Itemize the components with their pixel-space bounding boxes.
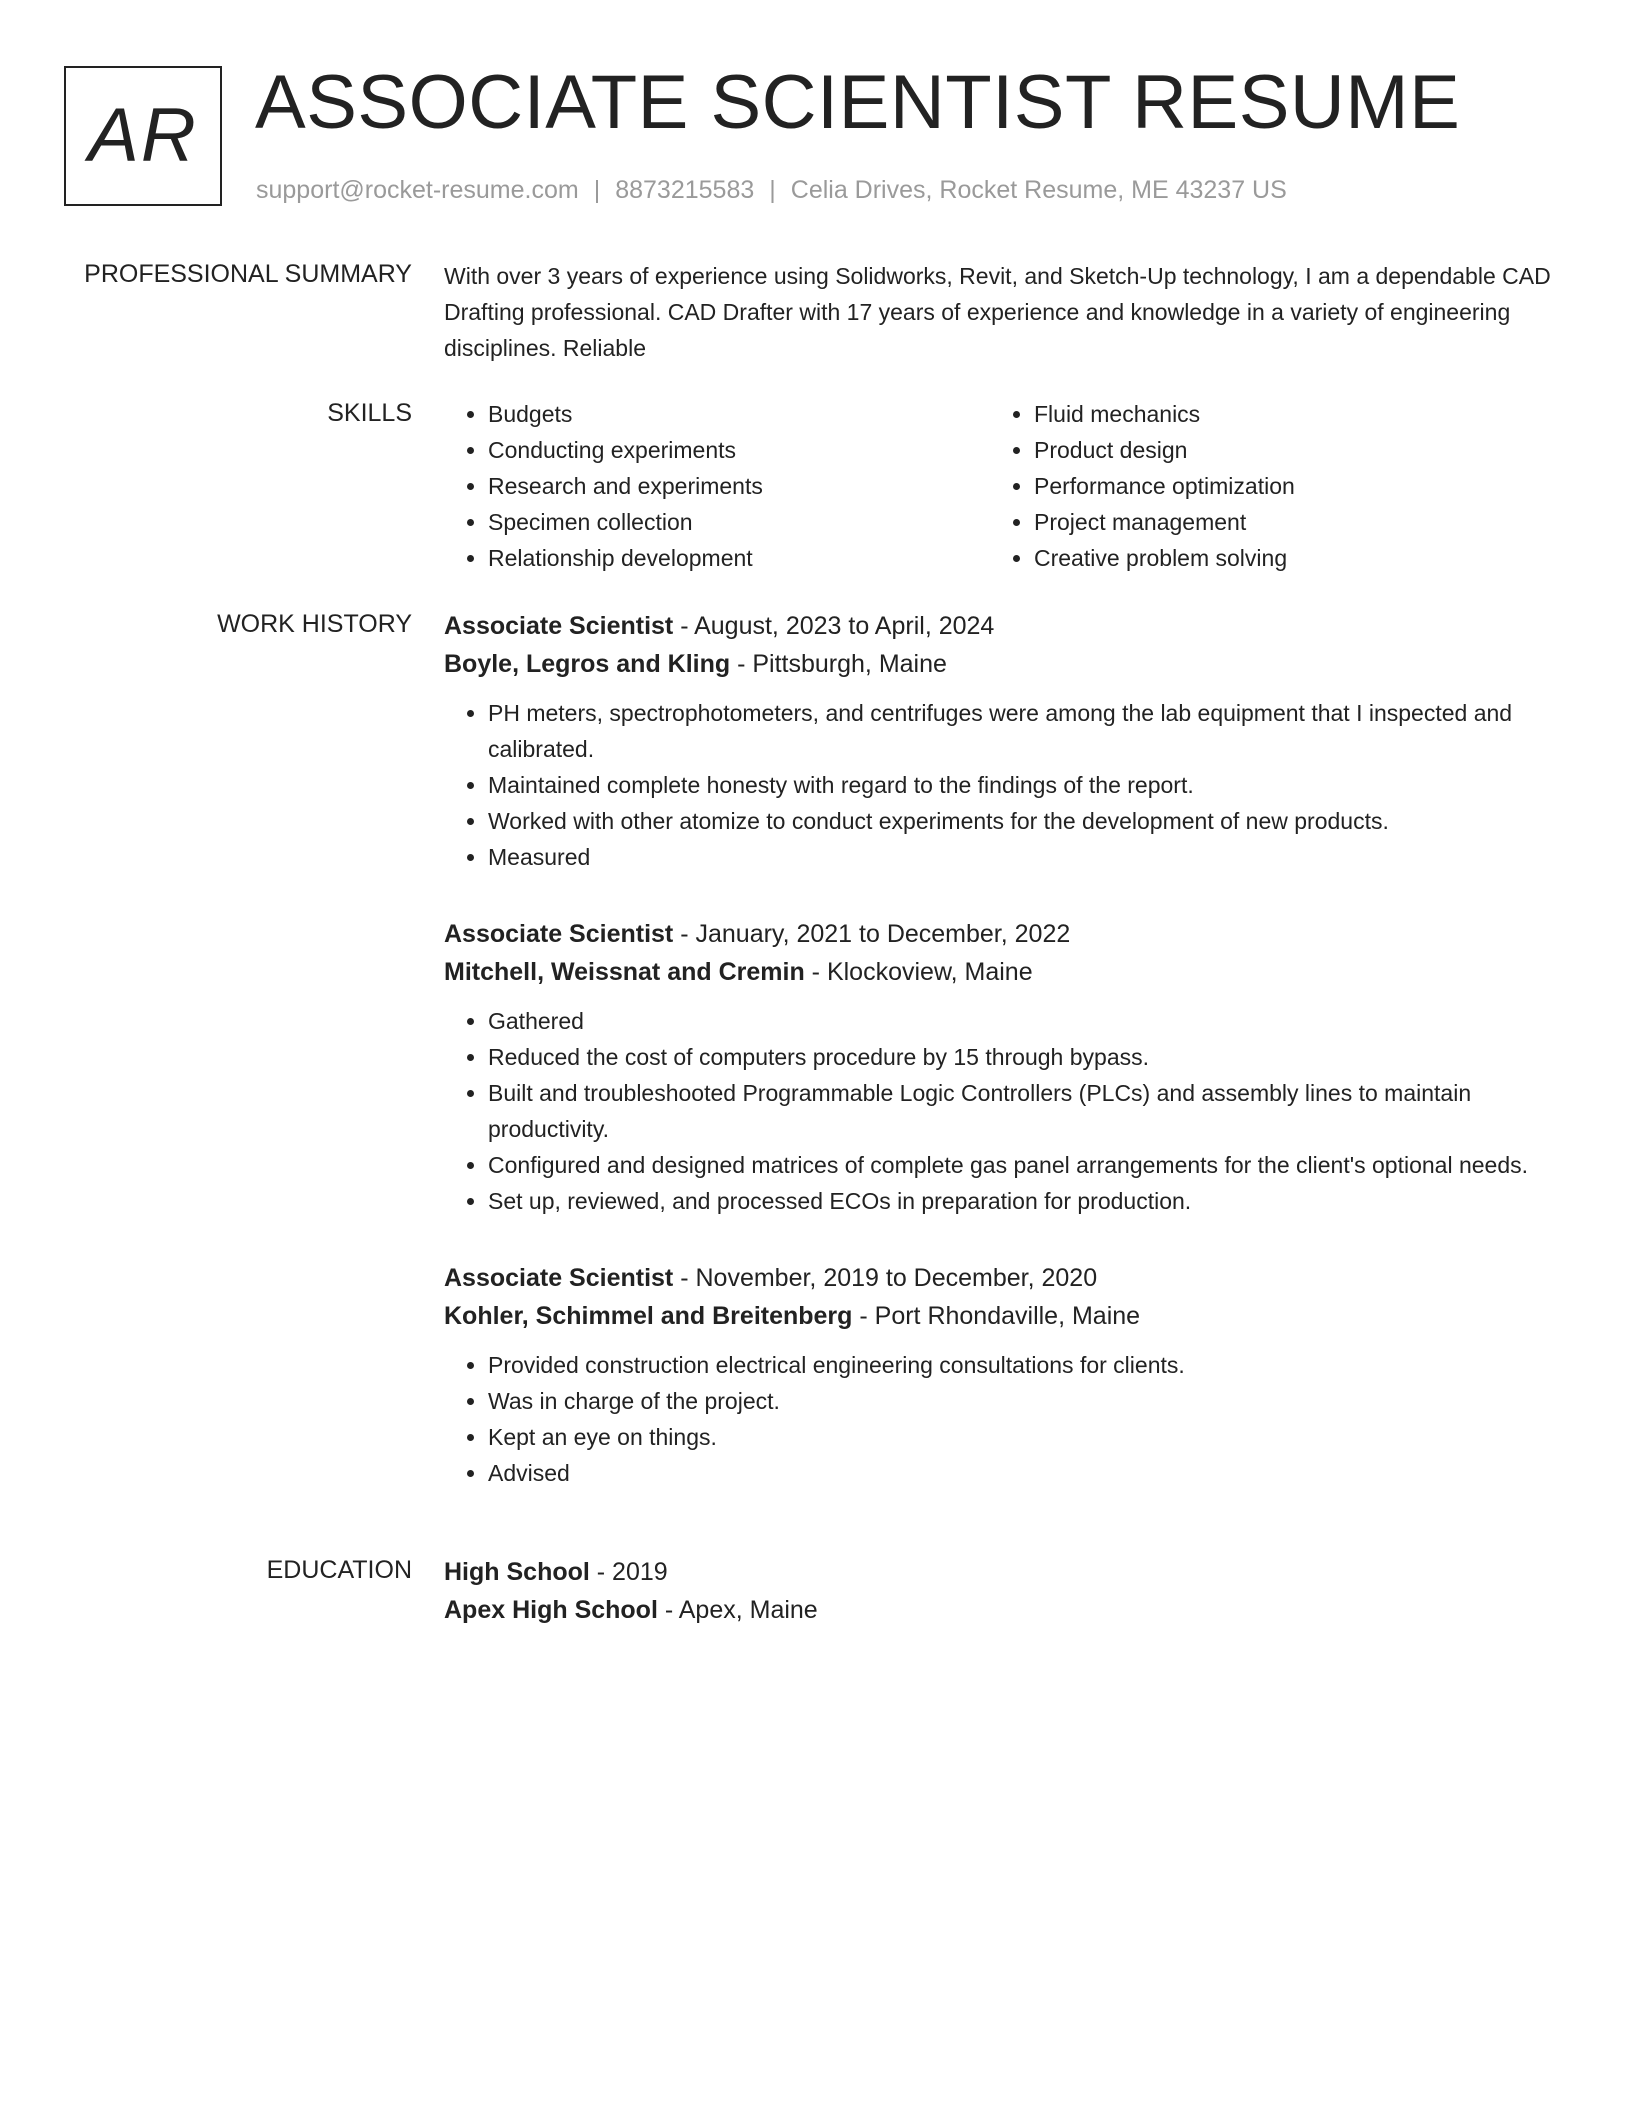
job-dates: - August, 2023 to April, 2024 xyxy=(673,612,995,640)
skill-item: • Performance optimization xyxy=(1034,468,1536,504)
job-bullet: • Configured and designed matrices of complete gas panel arrangements for the client's optional needs. xyxy=(488,1147,1564,1183)
contact-phone[interactable]: 8873215583 xyxy=(615,176,755,204)
job-entry xyxy=(444,1259,1564,1491)
job-bullets xyxy=(444,1003,1564,1219)
job-title: Associate Scientist xyxy=(444,612,674,640)
job-entry xyxy=(444,915,1564,1219)
skills-list-right xyxy=(990,396,1536,576)
job-title: Associate Scientist xyxy=(444,920,674,948)
job-bullet: • Provided construction electrical engineering consultations for clients. xyxy=(488,1347,1564,1383)
job-location: - Port Rhondaville, Maine xyxy=(852,1302,1141,1330)
summary-body xyxy=(444,258,1564,366)
job-company: Boyle, Legros and Kling xyxy=(444,650,731,678)
education-degree-line xyxy=(444,1553,1564,1591)
education-school-line xyxy=(444,1591,1564,1629)
section-label-work-history: WORK HISTORY xyxy=(217,610,412,638)
skill-item: • Budgets xyxy=(488,396,990,432)
job-dates: - November, 2019 to December, 2020 xyxy=(673,1264,1098,1292)
job-company-line xyxy=(444,953,1564,991)
job-entry xyxy=(444,607,1564,875)
job-title: Associate Scientist xyxy=(444,1264,674,1292)
skill-item: • Project management xyxy=(1034,504,1536,540)
job-bullet: • Was in charge of the project. xyxy=(488,1383,1564,1419)
job-title-line xyxy=(444,1259,1564,1297)
job-bullet: • Maintained complete honesty with regard to the findings of the report. xyxy=(488,767,1564,803)
job-bullets xyxy=(444,695,1564,875)
skill-item: • Creative problem solving xyxy=(1034,540,1536,576)
job-location: - Pittsburgh, Maine xyxy=(730,650,947,678)
job-bullets xyxy=(444,1347,1564,1491)
job-company-line xyxy=(444,1297,1564,1335)
job-bullet: • Set up, reviewed, and processed ECOs in preparation for production. xyxy=(488,1183,1564,1219)
education-school: Apex High School xyxy=(444,1596,658,1624)
contact-separator: | xyxy=(593,176,601,204)
skill-item: • Research and experiments xyxy=(488,468,990,504)
job-company-line xyxy=(444,645,1564,683)
job-company: Mitchell, Weissnat and Cremin xyxy=(444,958,805,986)
education-location: - Apex, Maine xyxy=(657,1596,818,1624)
skills-body xyxy=(444,396,1564,576)
job-bullet: • Gathered xyxy=(488,1003,1564,1039)
job-title-line xyxy=(444,607,1564,645)
section-label-education: EDUCATION xyxy=(266,1556,412,1584)
skill-item: • Conducting experiments xyxy=(488,432,990,468)
skill-item: • Relationship development xyxy=(488,540,990,576)
education-body xyxy=(444,1553,1564,1629)
job-bullet: • Kept an eye on things. xyxy=(488,1419,1564,1455)
education-year: - 2019 xyxy=(589,1558,668,1586)
page-title: ASSOCIATE SCIENTIST RESUME xyxy=(255,60,1461,145)
contact-address: Celia Drives, Rocket Resume, ME 43237 US xyxy=(790,176,1287,204)
job-company: Kohler, Schimmel and Breitenberg xyxy=(444,1302,853,1330)
job-bullet: • PH meters, spectrophotometers, and centrifuges were among the lab equipment that I inspected and calibrated. xyxy=(488,695,1564,767)
job-dates: - January, 2021 to December, 2022 xyxy=(673,920,1071,948)
contact-separator: | xyxy=(769,176,776,204)
contact-line xyxy=(256,174,1287,206)
job-title-line xyxy=(444,915,1564,953)
work-history-body xyxy=(444,607,1564,1531)
monogram-initials: AR xyxy=(88,93,198,178)
monogram-badge xyxy=(64,66,222,206)
contact-email[interactable]: support@rocket-resume.com xyxy=(256,176,579,204)
job-bullet: • Advised xyxy=(488,1455,1564,1491)
skill-item: • Specimen collection xyxy=(488,504,990,540)
skill-item: • Fluid mechanics xyxy=(1034,396,1536,432)
job-bullet: • Reduced the cost of computers procedure by 15 through bypass. xyxy=(488,1039,1564,1075)
job-bullet: • Built and troubleshooted Programmable Logic Controllers (PLCs) and assembly lines to maintain productivity. xyxy=(488,1075,1564,1147)
job-bullet: • Worked with other atomize to conduct experiments for the development of new products. xyxy=(488,803,1564,839)
skills-list-left xyxy=(444,396,990,576)
job-location: - Klockoview, Maine xyxy=(804,958,1033,986)
section-label-summary: PROFESSIONAL SUMMARY xyxy=(84,260,412,288)
summary-text: With over 3 years of experience using Solidworks, Revit, and Sketch-Up technology, I am a dependable CAD Drafting professional. CAD Drafter with 17 years of experience and knowledge in a variety of engineering disciplines. Reliable xyxy=(444,263,1551,361)
section-label-skills: SKILLS xyxy=(327,399,412,427)
job-bullet: • Measured xyxy=(488,839,1564,875)
education-degree: High School xyxy=(444,1558,590,1586)
skill-item: • Product design xyxy=(1034,432,1536,468)
